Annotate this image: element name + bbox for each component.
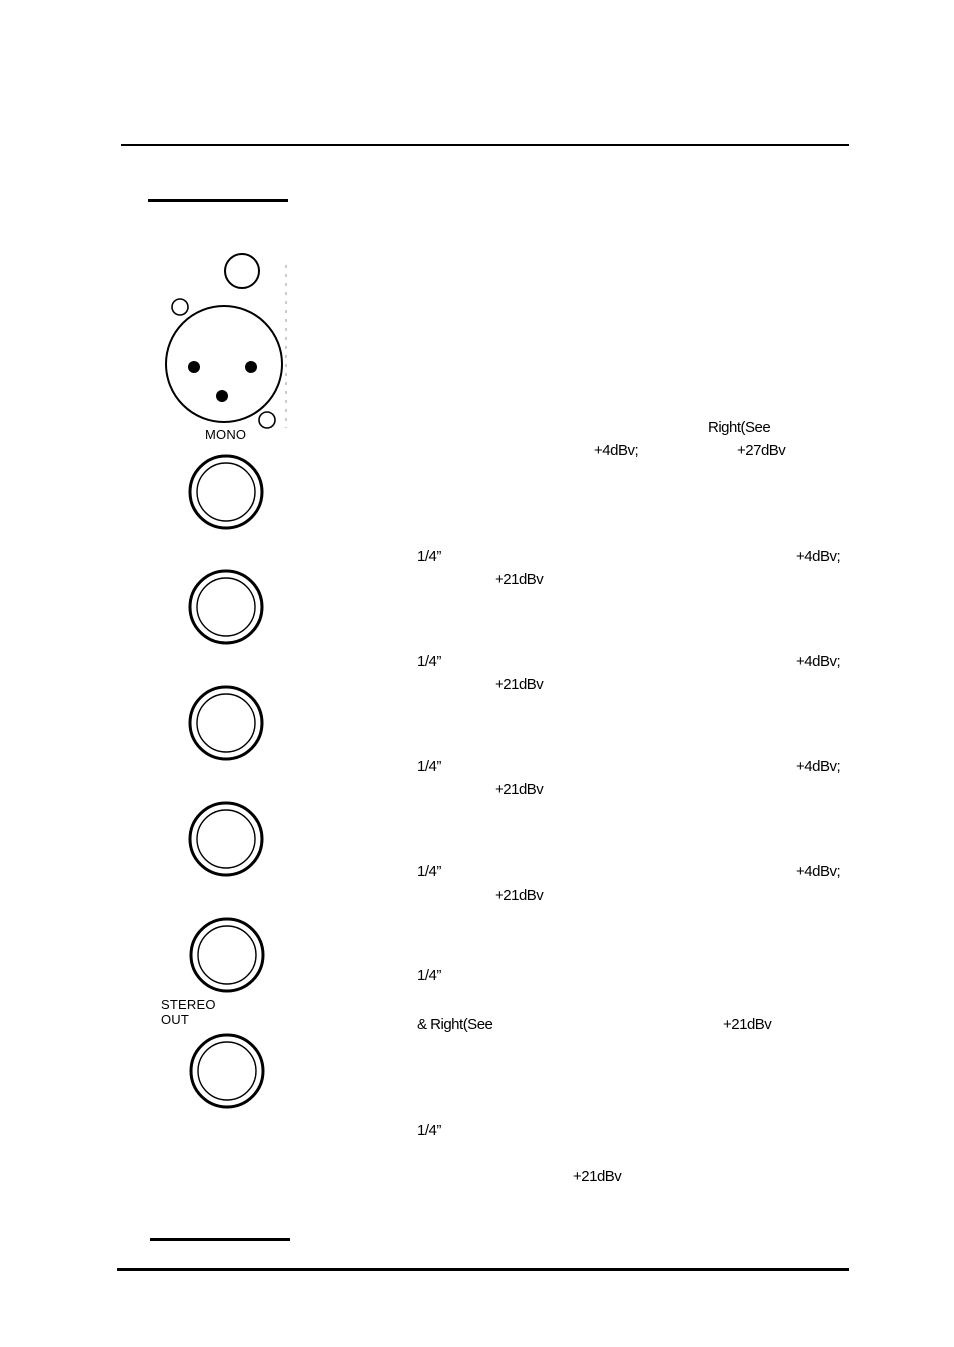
jack-2-nominal: +4dBv; <box>796 653 841 670</box>
out-label: OUT <box>161 1012 190 1027</box>
jack-2-size: 1/4” <box>417 653 441 670</box>
stereo-out-channel: & Right(See <box>417 1016 493 1033</box>
stereo-out-size: 1/4” <box>417 967 441 984</box>
last-jack-max: +21dBv <box>573 1168 622 1185</box>
jack-3-nominal: +4dBv; <box>796 758 841 775</box>
jack-1-max: +21dBv <box>495 571 544 588</box>
stereo-out-max: +21dBv <box>723 1016 772 1033</box>
xlr-spec-channel: Right(See <box>708 419 771 436</box>
jack-3-max: +21dBv <box>495 781 544 798</box>
last-jack-size: 1/4” <box>417 1122 441 1139</box>
jack-3-size: 1/4” <box>417 758 441 775</box>
mono-label: MONO <box>205 427 247 442</box>
jack-4-nominal: +4dBv; <box>796 863 841 880</box>
jack-1-size: 1/4” <box>417 548 441 565</box>
jack-4-max: +21dBv <box>495 887 544 904</box>
xlr-spec-nominal: +4dBv; <box>594 442 639 459</box>
xlr-spec-max: +27dBv <box>737 442 786 459</box>
jack-1-nominal: +4dBv; <box>796 548 841 565</box>
jack-4-size: 1/4” <box>417 863 441 880</box>
jack-2-max: +21dBv <box>495 676 544 693</box>
stereo-label: STEREO <box>161 997 216 1012</box>
